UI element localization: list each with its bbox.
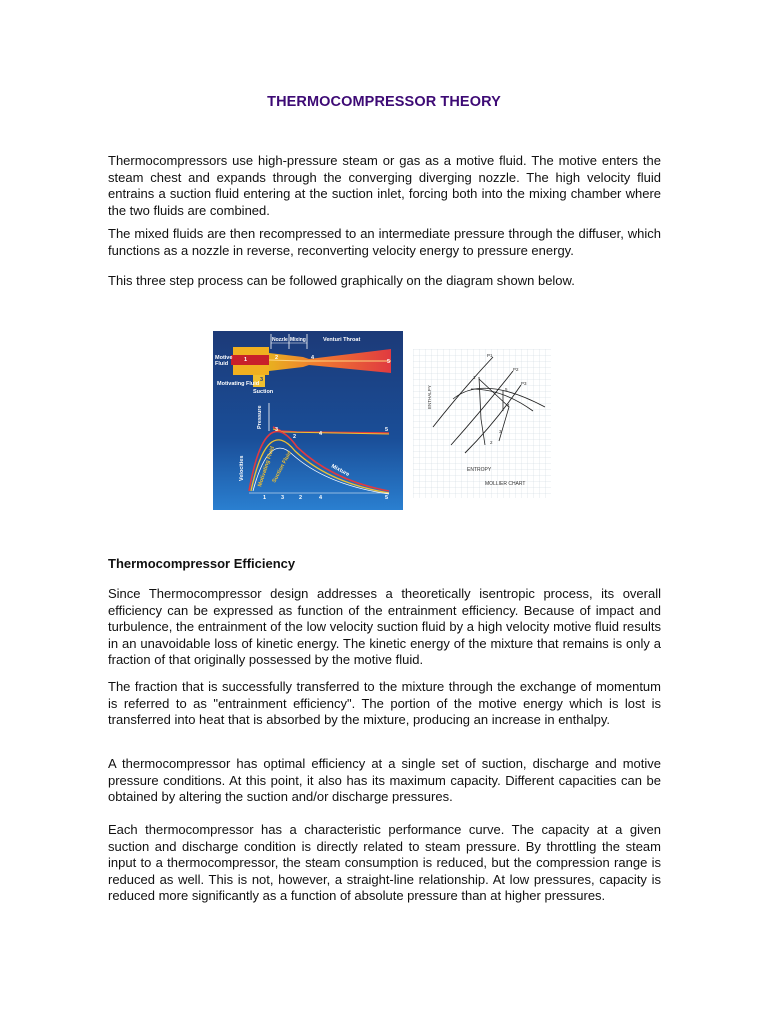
- label-p3: P3: [521, 381, 527, 386]
- label-suction-fluid-curve: Suction Fluid: [271, 450, 294, 484]
- efficiency-paragraph-3: A thermocompressor has optimal efficiency at a single set of suction, discharge and motive pressure conditions. At this point, it also has its maximum capacity. Different capacities can be obtained by altering the suction and/or discharge pressures.: [108, 756, 661, 805]
- intro-paragraph-1: Thermocompressors use high-pressure steam or gas as a motive fluid. The motive enters the steam chest and expands through the converging diverging nozzle. The high velocity fluid entrains a suction fluid entering at the suction inlet, forcing both into the mixing chamber where the two fluids are combined.: [108, 153, 661, 218]
- efficiency-heading: Thermocompressor Efficiency: [108, 556, 296, 571]
- point-2-velocity: 2: [299, 495, 303, 501]
- mollier-point-3: 3: [499, 429, 502, 434]
- label-enthalpy: ENTHALPY: [427, 385, 432, 409]
- label-nozzle: Nozzle: [272, 337, 288, 343]
- mollier-chart: [413, 349, 551, 498]
- point-3-pressure: 3: [275, 427, 279, 433]
- mollier-point-2: 2: [490, 440, 493, 445]
- point-5-top: 5: [387, 359, 391, 365]
- label-velocities: Velocities: [239, 455, 245, 481]
- point-3-velocity: 3: [281, 495, 285, 501]
- point-5-velocity: 5: [385, 495, 389, 501]
- label-pressure: Pressure: [257, 405, 263, 429]
- point-1-top: 1: [244, 357, 248, 363]
- label-venturi-throat: Venturi Throat: [323, 337, 361, 343]
- point-3-top: 3: [260, 377, 264, 383]
- label-p2: P2: [513, 367, 519, 372]
- label-motive-fluid: Motive Fluid: [215, 355, 233, 368]
- label-mixing: Mixing: [290, 337, 306, 343]
- mollier-point-1: 1: [473, 375, 476, 380]
- label-suction: Suction: [253, 389, 274, 395]
- point-1-velocity: 1: [263, 495, 267, 501]
- label-mixture: Mixture: [330, 463, 351, 478]
- point-4-velocity: 4: [319, 495, 323, 501]
- page-title: THERMOCOMPRESSOR THEORY: [267, 94, 501, 110]
- point-2-top: 2: [275, 355, 279, 361]
- point-4-top: 4: [311, 355, 315, 361]
- point-2-pressure: 2: [293, 434, 297, 440]
- intro-paragraph-3: This three step process can be followed graphically on the diagram shown below.: [108, 273, 575, 288]
- label-mollier-chart: MOLLIER CHART: [485, 481, 526, 487]
- label-motivating-fluid: Motivating Fluid: [217, 381, 260, 387]
- point-5-pressure: 5: [385, 427, 389, 433]
- efficiency-paragraph-2: The fraction that is successfully transferred to the mixture through the exchange of momentum is referred to as "entrainment efficiency". The portion of the motive energy which is lost is transferred into heat that is absorbed by the mixture, producing an increase in enthalpy.: [108, 679, 661, 728]
- intro-paragraph-2: The mixed fluids are then recompressed to an intermediate pressure through the diffuser, which functions as a nozzle in reverse, reconverting velocity energy to pressure energy.: [108, 226, 661, 258]
- label-p1: P1: [487, 353, 493, 358]
- mollier-point-4: 4: [507, 403, 510, 408]
- mollier-point-5: 5: [505, 387, 508, 392]
- label-entropy: ENTROPY: [467, 467, 492, 473]
- point-4-pressure: 4: [319, 431, 323, 437]
- thermocompressor-diagram: [213, 331, 403, 510]
- label-motivating-fluid-curve: Motivating Fluid: [257, 445, 276, 488]
- efficiency-paragraph-1: Since Thermocompressor design addresses a theoretically isentropic process, its overall efficiency can be expressed as function of the entrainment efficiency. Because of impact and turbulence, the entrainment of the low velocity suction fluid by a high velocity motive fluid results in an unavoidable loss of kinetic energy. The kinetic energy of the mixture that remains is only a fraction of that originally possessed by the motive fluid.: [108, 586, 661, 668]
- efficiency-paragraph-4: Each thermocompressor has a characteristic performance curve. The capacity at a given suction and discharge condition is directly related to steam pressure. By throttling the steam input to a thermocompressor, the steam consumption is reduced, but the compression range is reduced as well. This is not, however, a straight-line relationship. At low pressures, capacity is reduced more significantly as a function of absolute pressure than at higher pressures.: [108, 822, 661, 904]
